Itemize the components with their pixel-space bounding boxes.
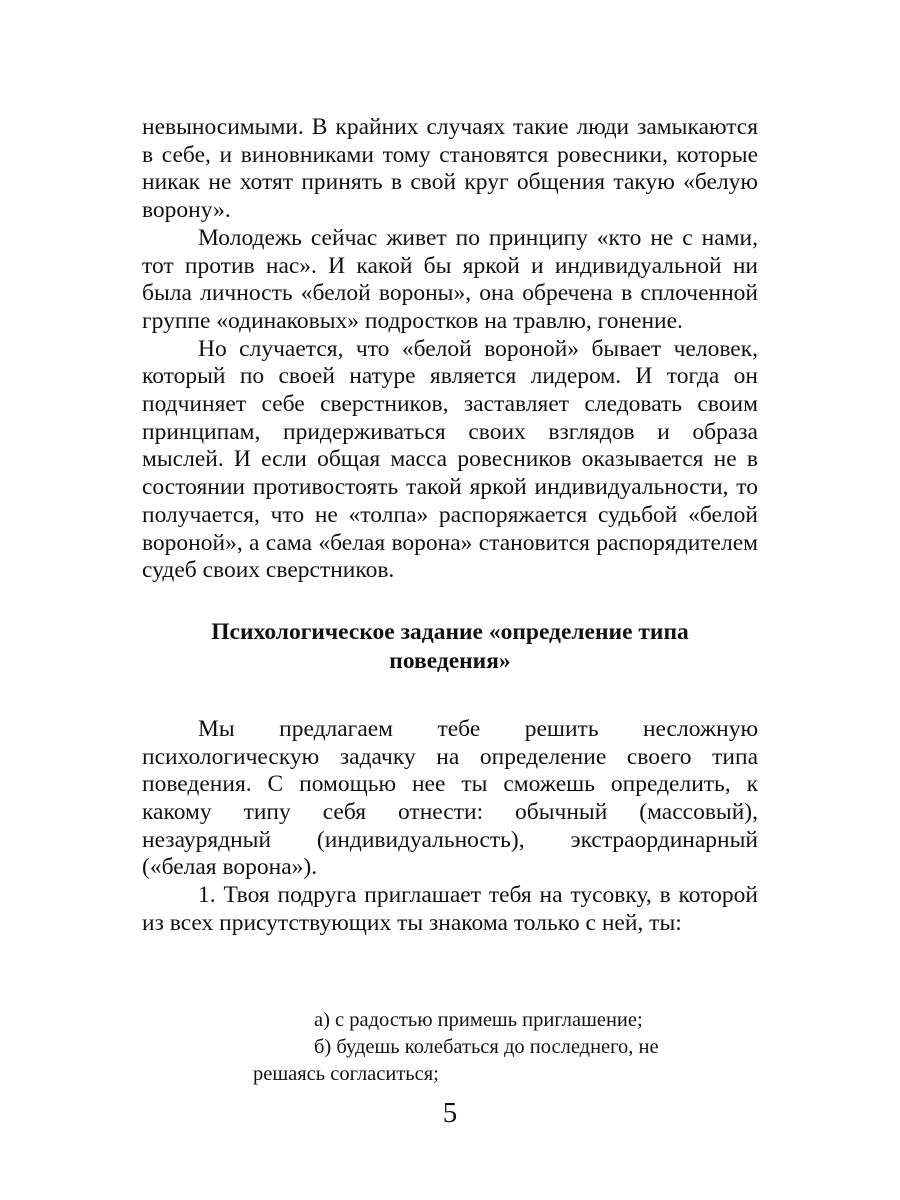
- paragraph-youth-principle: Молодежь сейчас живет по принципу «кто не с нами, тот против нас». И какой бы яркой и индивидуальной ни была личность «белой вороны», она обречена в сплоченной группе «одинаковых» подростков на травлю, гонение.: [142, 224, 758, 334]
- answer-option-a: а) с радостью примешь приглашение;: [314, 1009, 643, 1031]
- paragraph-continuation: невыносимыми. В крайних случаях такие люди замыкаются в себе, и виновниками тому становятся ровесники, которые никак не хотят принять в свой круг общения такую «белую ворону».: [142, 114, 758, 224]
- section-heading-line-1: Психологическое задание «определение типа: [211, 618, 689, 645]
- question-1: 1. Твоя подруга приглашает тебя на тусовку, в которой из всех присутствующих ты знакома только с ней, ты:: [142, 882, 758, 936]
- book-page-text: [142, 114, 758, 938]
- answer-option-b: б) будешь колебаться до последнего, не решаясь согласиться;: [253, 1036, 659, 1085]
- section-heading-line-2: поведения»: [389, 647, 511, 674]
- paragraph-leader: Но случается, что «белой вороной» бывает человек, который по своей натуре является лидером. И тогда он подчиняет себе сверстников, заставляет следовать своим принципам, придерживаться своих взглядов и образа мыслей. И если общая масса ровесников оказывается не в состоянии противостоять такой яркой индивидуальности, то получается, что не «толпа» распоряжается судьбой «белой вороной», а сама «белая ворона» становится распорядителем судеб своих сверстников.: [142, 335, 758, 584]
- section-heading: [142, 618, 758, 676]
- task-intro-paragraph: Мы предлагаем тебе решить несложную психологическую задачку на определение своего типа поведения. С помощью нее ты сможешь определить, к какому типу себя отнести: обычный (массовый), незаурядный (индивидуальность), экстраординарный («белая ворона»).: [142, 715, 758, 881]
- page-number: 5: [442, 1097, 458, 1129]
- answer-options: [253, 1007, 713, 1088]
